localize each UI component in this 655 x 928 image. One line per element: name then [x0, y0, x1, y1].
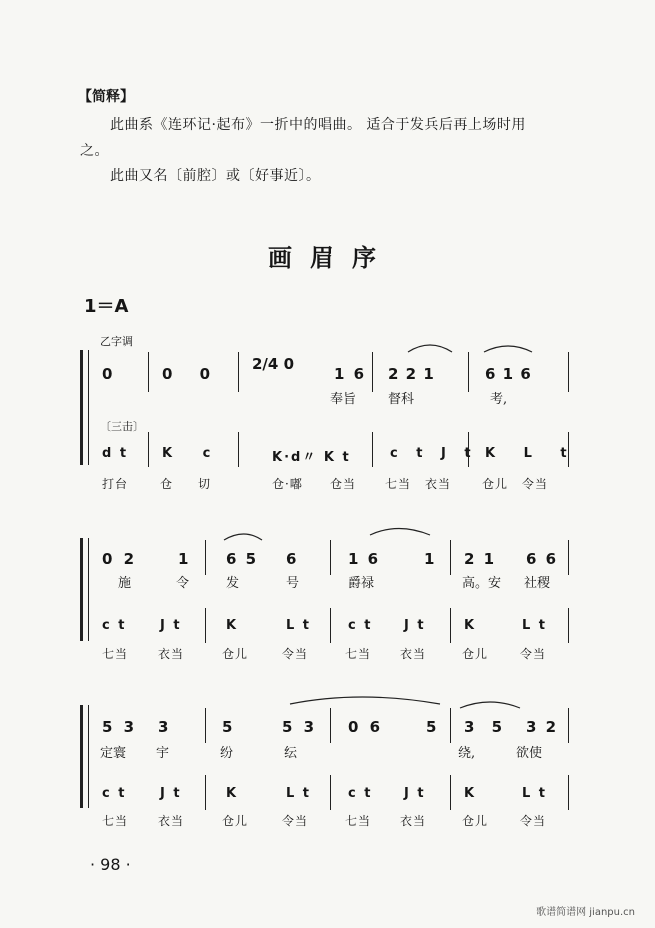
- melody-measure: 5: [222, 718, 233, 736]
- percussion-measure: L t: [522, 786, 548, 801]
- percussion-lyric: 衣当: [400, 814, 427, 828]
- percussion-measure: J t: [160, 786, 182, 801]
- melody-measure: 1: [178, 550, 189, 568]
- melody-measure: 0 0: [162, 365, 211, 383]
- lyric: 社稷: [524, 576, 551, 591]
- percussion-lyric: 仓·嘟: [272, 477, 303, 491]
- melody-measure: 5 3: [102, 718, 138, 736]
- percussion-lyric: 仓儿: [222, 647, 249, 661]
- percussion-lyric: 仓: [160, 477, 174, 491]
- percussion-lyric: 七当: [345, 814, 372, 828]
- melody-measure: 6 1 6: [485, 365, 532, 383]
- percussion-lyric: 衣当: [425, 477, 452, 491]
- percussion-lyric: 七当: [385, 477, 412, 491]
- percussion-measure: K: [226, 618, 239, 633]
- melody-measure: 6 5: [226, 550, 259, 568]
- melody-measure: 5 3: [282, 718, 318, 736]
- lyric: 欲使: [516, 746, 543, 761]
- lyric: 爵禄: [348, 576, 375, 591]
- percussion-measure: K: [464, 786, 477, 801]
- percussion-measure: K·d〃 K t: [272, 450, 351, 465]
- notes-heading: 【简释】: [78, 89, 134, 105]
- lyric: 纷: [220, 746, 234, 761]
- melody-measure: 1 6: [334, 365, 367, 383]
- lyric: 宇: [156, 746, 170, 761]
- song-title: 画眉序: [268, 244, 394, 272]
- percussion-lyric: 切: [198, 477, 212, 491]
- percussion-measure: K: [226, 786, 239, 801]
- percussion-lyric: 七当: [102, 814, 129, 828]
- melody-measure: 0 6: [348, 718, 384, 736]
- key-signature: 1＝A: [84, 296, 129, 317]
- percussion-lyric: 仓儿: [462, 647, 489, 661]
- mode-label: 乙字调: [100, 335, 133, 348]
- melody-measure: 0: [102, 365, 113, 383]
- percussion-measure: K: [464, 618, 477, 633]
- notes-line-2: 之。: [80, 143, 109, 159]
- melody-measure: 3: [158, 718, 169, 736]
- lyric: 奉旨: [330, 392, 357, 407]
- lyric: 高。安: [462, 576, 502, 591]
- percussion-lyric: 仓儿: [222, 814, 249, 828]
- percussion-measure: c t: [102, 786, 127, 801]
- percussion-measure: J t: [160, 618, 182, 633]
- lyric: 定寰: [100, 746, 127, 761]
- watermark: 歌谱简谱网 jianpu.cn: [536, 907, 635, 918]
- lyric: 令: [176, 576, 190, 591]
- percussion-lyric: 衣当: [158, 814, 185, 828]
- percussion-lyric: 仓当: [330, 477, 357, 491]
- percussion-measure: L t: [286, 618, 312, 633]
- percussion-measure: L t: [522, 618, 548, 633]
- percussion-section-label: 〔三击〕: [100, 420, 144, 433]
- melody-measure: 3 5: [464, 718, 509, 736]
- lyric: 考,: [490, 392, 508, 407]
- time-signature: 2/4 0: [252, 355, 295, 373]
- percussion-lyric: 打台: [102, 477, 129, 491]
- percussion-measure: K L t: [485, 446, 569, 461]
- percussion-lyric: 令当: [520, 647, 547, 661]
- melody-measure: 6: [286, 550, 297, 568]
- percussion-lyric: 衣当: [400, 647, 427, 661]
- percussion-lyric: 衣当: [158, 647, 185, 661]
- percussion-lyric: 七当: [345, 647, 372, 661]
- percussion-measure: d t: [102, 446, 129, 461]
- percussion-lyric: 仓儿: [462, 814, 489, 828]
- percussion-lyric: 令当: [282, 814, 309, 828]
- percussion-measure: L t: [286, 786, 312, 801]
- lyric: 纭: [284, 746, 298, 761]
- melody-measure: 1: [424, 550, 435, 568]
- percussion-measure: J t: [404, 786, 426, 801]
- melody-measure: 3 2: [526, 718, 559, 736]
- percussion-lyric: 令当: [522, 477, 549, 491]
- melody-measure: 2 2 1: [388, 365, 435, 383]
- lyric: 号: [286, 576, 300, 591]
- lyric: 施: [118, 576, 132, 591]
- lyric: 绕,: [458, 746, 476, 761]
- lyric: 督科: [388, 392, 415, 407]
- percussion-lyric: 令当: [520, 814, 547, 828]
- lyric: 发: [226, 576, 240, 591]
- melody-measure: 5: [426, 718, 437, 736]
- melody-measure: 6 6: [526, 550, 559, 568]
- percussion-lyric: 七当: [102, 647, 129, 661]
- page-number: · 98 ·: [90, 855, 131, 874]
- melody-measure: 0 2: [102, 550, 138, 568]
- melody-measure: 2 1: [464, 550, 497, 568]
- percussion-measure: K c: [162, 446, 213, 461]
- percussion-measure: c t: [102, 618, 127, 633]
- percussion-lyric: 令当: [282, 647, 309, 661]
- percussion-measure: c t J t: [390, 446, 473, 461]
- percussion-measure: c t: [348, 618, 373, 633]
- notes-line-3: 此曲又名〔前腔〕或〔好事近〕。: [110, 168, 321, 184]
- percussion-lyric: 仓儿: [482, 477, 509, 491]
- percussion-measure: c t: [348, 786, 373, 801]
- percussion-measure: J t: [404, 618, 426, 633]
- notes-line-1: 此曲系《连环记·起布》一折中的唱曲。 适合于发兵后再上场时用: [110, 117, 526, 133]
- melody-measure: 1 6: [348, 550, 381, 568]
